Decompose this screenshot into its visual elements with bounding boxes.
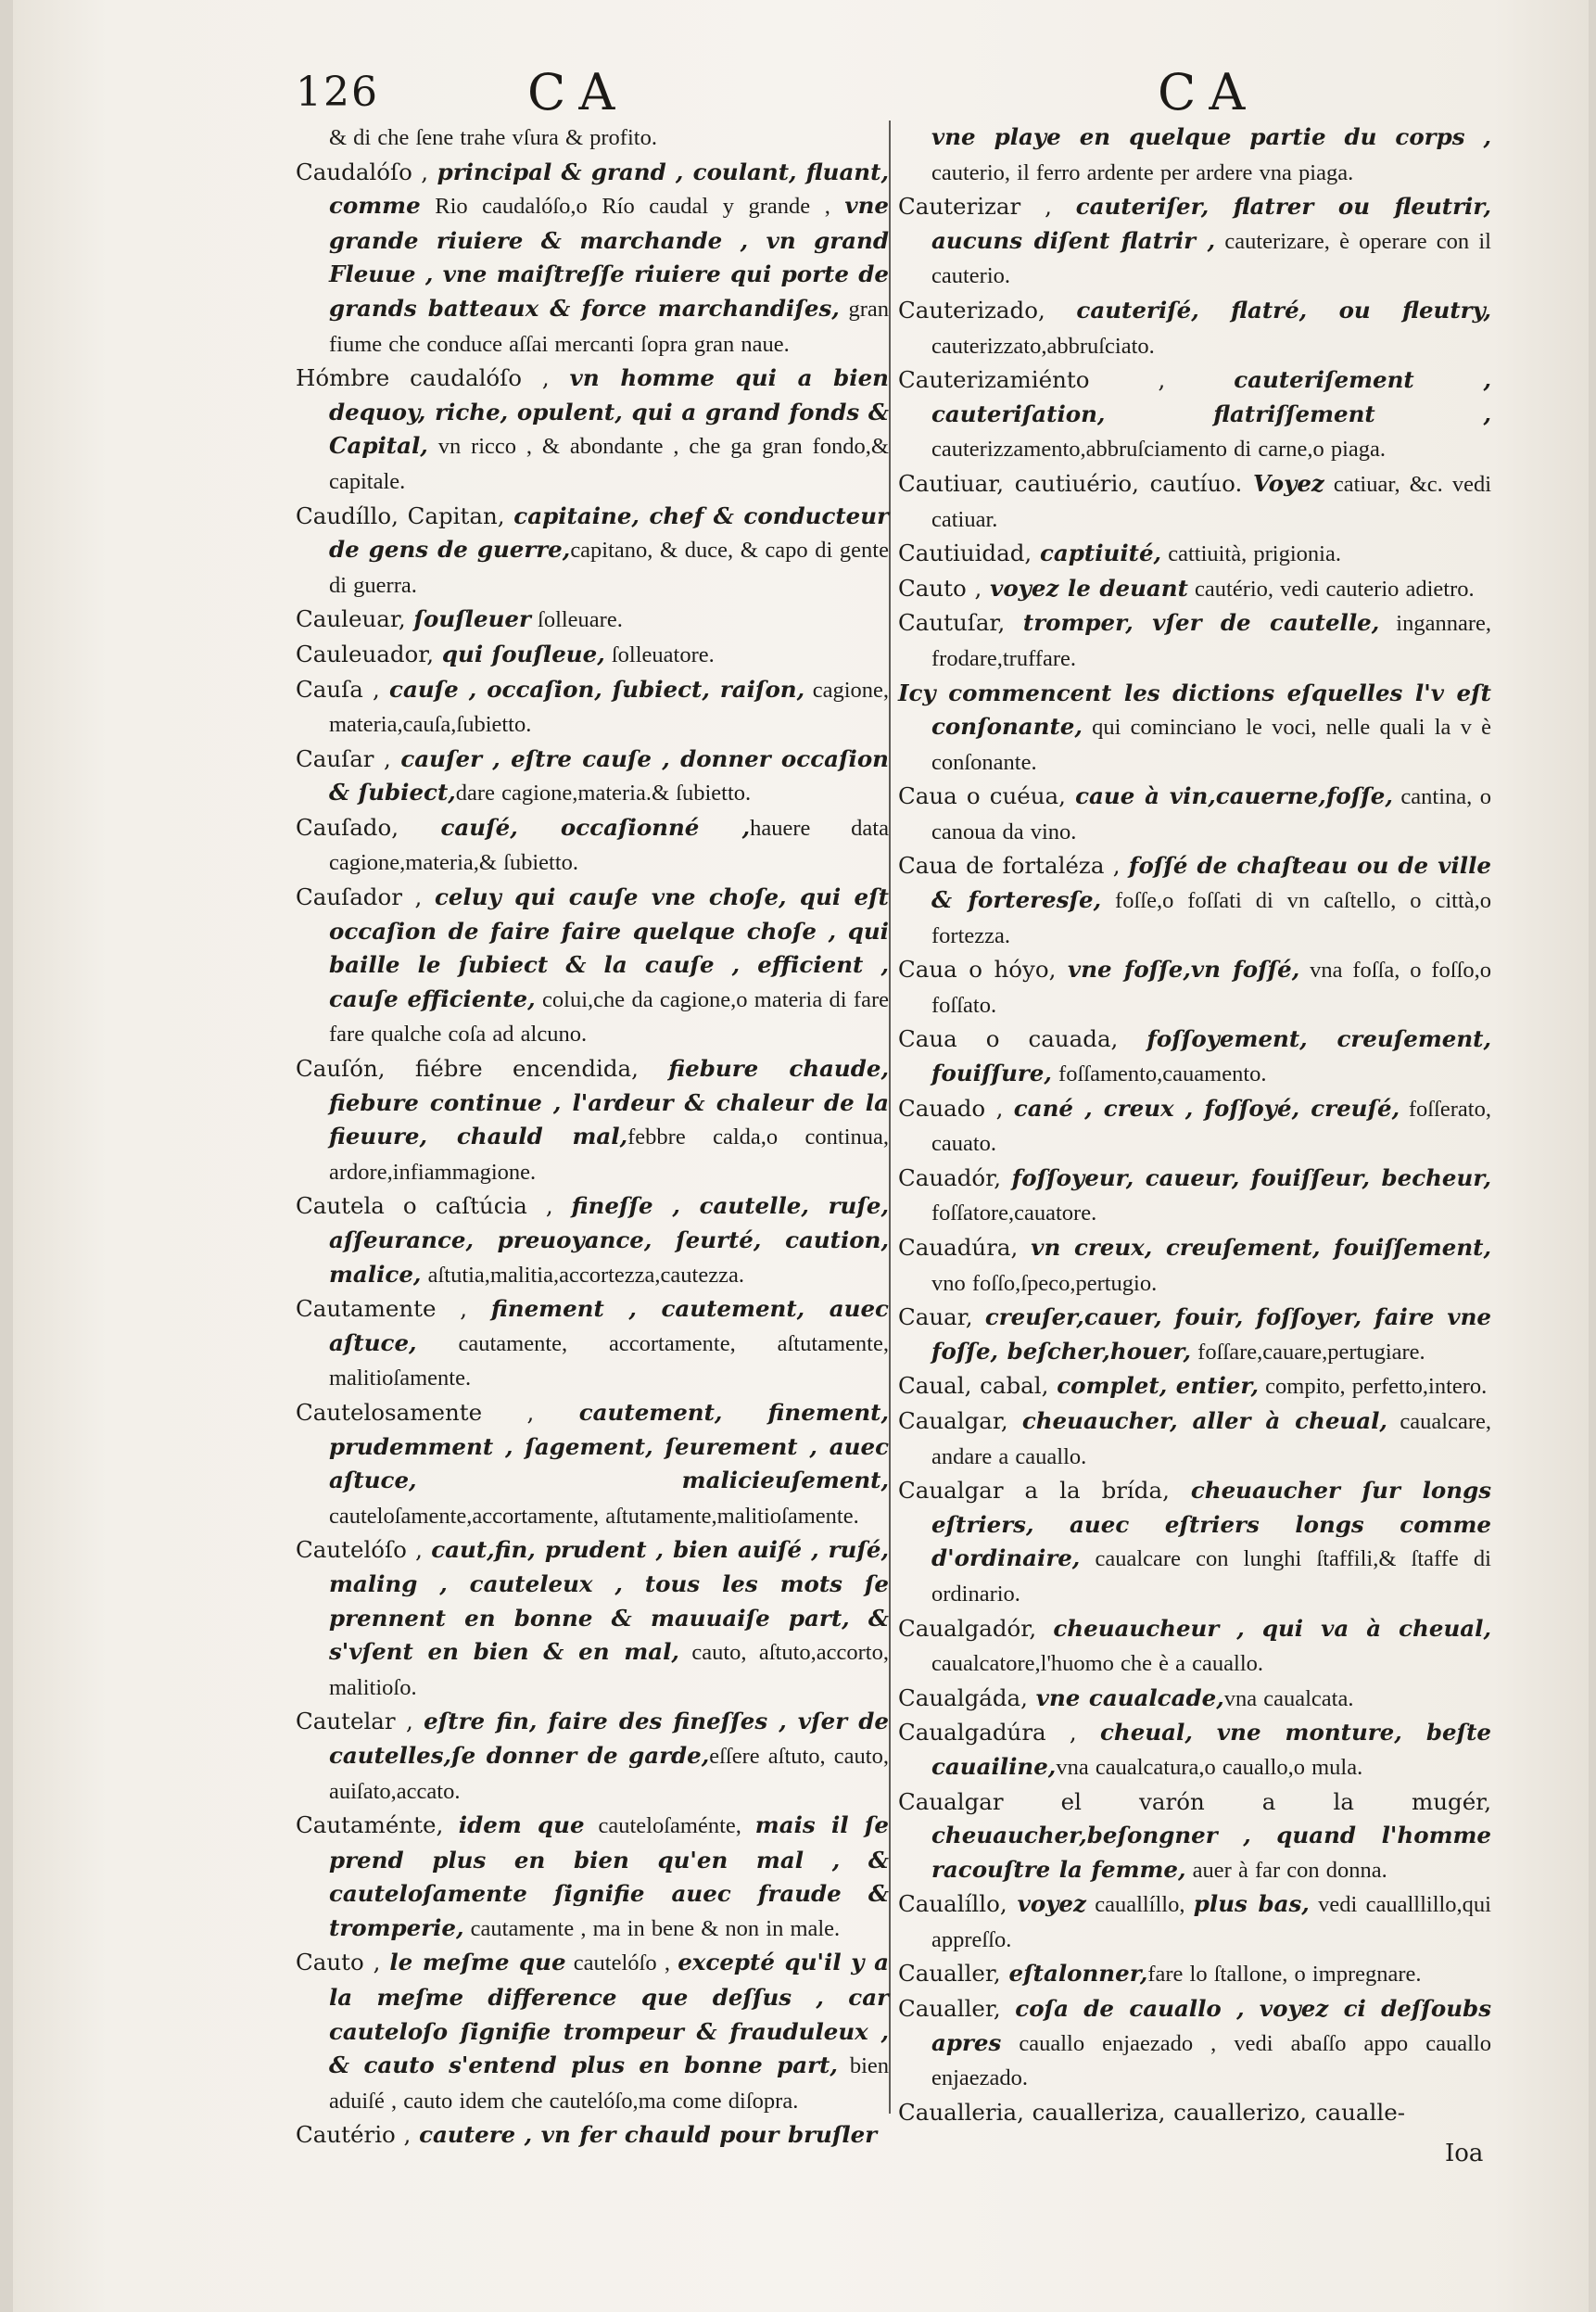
dictionary-entry	[898, 780, 1491, 849]
entry-french: excepté qu'il y a la meſme difference que deſſus , car cauteloſo ſignifie trompeur & frauduleux , & cauto s'entend plus en bonne part,	[329, 1949, 890, 2079]
entry-gloss: hauere data cagione,materia,& ſubietto.	[329, 815, 889, 876]
entry-french: cané , creux , foſſoyé, creuſé,	[1013, 1094, 1400, 1122]
dictionary-entry	[898, 1023, 1491, 1091]
entry-french: foſſé de chaſteau ou de ville & forteresſe,	[931, 852, 1491, 914]
entry-french: caut,fin, prudent , bien auiſé , ruſé, maling , cauteleux , tous les mots ſe prennent en bonne & mauuaiſe part, & s'vſent en bien & en mal,	[329, 1536, 889, 1666]
entry-french: coſa de cauallo , voyez ci deſſoubs apres	[931, 1995, 1491, 2056]
entry-french: cheuaucher,beſongner , quand l'homme racouſtre la femme,	[931, 1822, 1491, 1883]
entry-headword: Cauto ,	[898, 574, 991, 602]
entry-french: cheuaucher ſur longs eſtriers, auec eſtriers longs comme d'ordinaire,	[931, 1477, 1491, 1572]
entry-french: foſſoyeur, caueur, fouiſſeur, becheur,	[1011, 1163, 1491, 1191]
entry-gloss: gran fiume che conduce aſſai mercanti ſopra gran naue.	[329, 296, 889, 357]
entry-gloss: cantina, o canoua da vino.	[931, 784, 1491, 845]
entry-headword: Cauadór,	[898, 1163, 1012, 1191]
dictionary-entry	[296, 1052, 889, 1189]
entry-gloss: cautelóſo ,	[565, 1950, 678, 1976]
dictionary-entry	[296, 1705, 889, 1809]
entry-gloss: cauto, aſtuto,accorto, malitioſo.	[329, 1640, 889, 1700]
entry-headword: Cauſa ,	[296, 675, 390, 703]
dictionary-entry	[898, 1716, 1491, 1785]
entry-gloss: caualcare con lunghi ſtaffili,& ſtaffe di ordinario.	[931, 1546, 1491, 1607]
entry-gloss: capitano, & duce, & capo di gente di guerra.	[329, 538, 889, 598]
entry-gloss: cauterizare, è operare con il cauterio.	[931, 228, 1491, 289]
entry-headword: Cauterizar ,	[898, 193, 1076, 221]
entry-french: vne grande riuiere & marchande , vn grand Fleuue , vne maiſtreſſe riuiere qui porte de grands batteaux & force marchandiſes,	[329, 192, 889, 322]
dictionary-entry	[898, 606, 1491, 676]
entry-gloss: cauterizzato,abbruſciato.	[931, 333, 1155, 359]
entry-gloss: qui cominciano le voci, nelle quali la v è conſonante.	[931, 715, 1491, 775]
entry-headword: Cauſado,	[296, 813, 441, 841]
entry-headword: Caualler,	[898, 1995, 1016, 2023]
entry-headword: Caualgar el varón a la mugér,	[898, 1787, 1491, 1815]
dictionary-entry	[898, 677, 1491, 781]
entry-headword: Cauado ,	[898, 1094, 1014, 1122]
entry-french: Icy commencent les dictions eſquelles l'v eſt conſonante,	[898, 679, 1491, 741]
entry-gloss: cautamente , ma in bene & non in male.	[463, 1915, 841, 1941]
entry-gloss: cauteloſamente,accortamente, aſtutamente,malitioſamente.	[329, 1503, 859, 1529]
dictionary-entry	[898, 467, 1491, 537]
dictionary-entry	[296, 1946, 889, 2118]
entry-french: plus bas,	[1193, 1890, 1310, 1918]
entry-gloss: vna caualcata.	[1223, 1685, 1354, 1711]
dictionary-entry	[898, 1162, 1491, 1231]
entry-headword: Cautiuar, cautiuério, cautíuo.	[898, 469, 1253, 497]
dictionary-entry	[898, 1612, 1491, 1682]
entry-gloss: ſolleuatore.	[604, 642, 715, 667]
entry-headword: Cauſar ,	[296, 744, 401, 772]
entry-french: vne foſſe,vn foſſé,	[1067, 956, 1300, 984]
entry-gloss: vedi caualllillo,qui appreſſo.	[931, 1892, 1491, 1952]
entry-french: cauteriſement , cauteriſation, flatriſſement ,	[931, 366, 1491, 427]
dictionary-entry	[898, 1682, 1491, 1717]
dictionary-entry	[898, 2096, 1491, 2130]
page-number: 126	[296, 69, 379, 116]
dictionary-entry	[296, 811, 889, 881]
entry-gloss: catiuar, &c. vedi catiuar.	[931, 471, 1492, 532]
dictionary-entry	[898, 1992, 1491, 2096]
entry-gloss: eſſere aſtuto, cauto, auiſato,accato.	[329, 1743, 889, 1804]
entry-french: complet, entier,	[1057, 1372, 1260, 1400]
dictionary-entry	[296, 881, 889, 1052]
entry-gloss: ſolleuare.	[530, 607, 623, 633]
entry-headword: Caualgar a la brída,	[898, 1477, 1191, 1505]
dictionary-entry	[898, 1404, 1491, 1474]
entry-gloss: foſſamento,cauamento.	[1051, 1061, 1267, 1087]
entry-gloss: cautério, vedi cauterio adietro.	[1187, 576, 1475, 602]
entry-headword: Caua o cauada,	[898, 1025, 1147, 1053]
entry-headword: Caua o hóyo,	[898, 956, 1068, 984]
entry-french: idem que	[458, 1811, 585, 1839]
entry-gloss: cagione, materia,cauſa,ſubietto.	[329, 677, 890, 738]
entry-french: fineſſe , cautelle, ruſe, aſſeurance, preuoyance, ſeurté, caution, malice,	[329, 1192, 889, 1288]
entry-gloss: foſſatore,cauatore.	[931, 1200, 1097, 1226]
entry-gloss: colui,che da cagione,o materia di fare fare qualche coſa ad alcuno.	[329, 986, 889, 1048]
entry-headword: Cautela o caſtúcia ,	[296, 1192, 572, 1220]
entry-french: cheuaucher, aller à cheual,	[1021, 1406, 1387, 1434]
entry-gloss: vno foſſo,ſpeco,pertugio.	[931, 1270, 1158, 1296]
dictionary-entry	[898, 1474, 1491, 1611]
entry-french: cautement, finement, prudemment , ſagement, ſeurement , auec aſtuce, malicieuſement,	[329, 1398, 890, 1494]
entry-french: cauteriſer, flatrer ou fleutrir, aucuns diſent flatrir ,	[931, 193, 1491, 254]
entry-gloss: Rio caudalóſo,o Río caudal y grande ,	[420, 194, 845, 220]
entry-headword: Cauto ,	[296, 1949, 390, 1976]
entry-french: qui ſouſleue,	[441, 640, 605, 667]
entry-headword: Caualgadór,	[898, 1614, 1054, 1642]
entry-headword: Cautelar ,	[296, 1708, 424, 1735]
dictionary-entry	[898, 572, 1491, 607]
entry-headword: Cauadúra,	[898, 1234, 1032, 1261]
dictionary-entry	[296, 1189, 889, 1292]
left-column	[296, 121, 889, 2153]
dictionary-entry	[296, 1809, 889, 1946]
entry-gloss: cauterio, il ferro ardente per ardere vna piaga.	[931, 159, 1354, 185]
dictionary-entry	[296, 743, 889, 811]
entry-french: cauſé, occaſionné ,	[440, 813, 751, 841]
entry-gloss: fare lo ſtallone, o impregnare.	[1147, 1962, 1422, 1988]
entry-gloss: vna foſſa, o foſſo,o foſſato.	[931, 958, 1492, 1018]
entry-headword: Cautério ,	[296, 2121, 420, 2149]
dictionary-entry	[296, 673, 889, 743]
entry-french: vne playe en quelque partie du corps ,	[931, 123, 1491, 150]
entry-gloss: vn ricco , & abondante , che ga gran fondo,& capitale.	[329, 434, 889, 494]
entry-gloss: foſſe,o foſſati di vn caſtello, o città,o fortezza.	[931, 888, 1492, 948]
entry-headword: Caudíllo, Capitan,	[296, 502, 514, 529]
entry-headword: Caualíllo,	[898, 1890, 1018, 1918]
entry-french: mais il ſe prend plus en bien qu'en mal , & cauteloſamente ſignifie auec fraude & tromperie,	[329, 1811, 890, 1941]
entry-french: cauteriſé, flatré, ou fleutry,	[1076, 296, 1491, 324]
dictionary-entry	[296, 1533, 889, 1705]
entry-headword: Caua de fortaléza ,	[898, 852, 1129, 880]
entry-french: voyez le deuant	[990, 574, 1188, 602]
entry-headword: Cauar,	[898, 1303, 985, 1331]
entry-headword: Cautuſar,	[898, 609, 1023, 637]
entry-french: creuſer,cauer, fouir, foſſoyer, faire vne foſſe, beſcher,houer,	[931, 1303, 1491, 1365]
dictionary-entry	[296, 156, 889, 362]
entry-gloss: dare cagione,materia.& ſubietto.	[455, 781, 752, 807]
entry-gloss: cauteloſaménte,	[584, 1813, 755, 1839]
dictionary-entry	[898, 1369, 1491, 1404]
entry-headword: Cauſador ,	[296, 883, 435, 911]
entry-french: finement , cautement, auec aſtuce,	[329, 1295, 889, 1356]
entry-gloss: bien aduiſé , cauto idem che cautelóſo,ma come diſopra.	[329, 2053, 889, 2114]
entry-french: cauſer , eſtre cauſe , donner occaſion & ſubiect,	[329, 744, 889, 807]
entry-headword: Cautelosamente ,	[296, 1398, 579, 1426]
entry-headword: Caualgáda,	[898, 1683, 1036, 1711]
entry-gloss: cauallo enjaezado , vedi abaſſo appo cauallo enjaezado.	[931, 2030, 1491, 2091]
header-left-letters: CA	[527, 63, 628, 121]
entry-gloss: cauallíllo,	[1085, 1892, 1194, 1918]
entry-gloss: vna caualcatura,o cauallo,o mula.	[1056, 1754, 1363, 1780]
entry-gloss: caualcatore,l'huomo che è a cauallo.	[931, 1651, 1264, 1677]
entry-gloss: auer à far con donna.	[1185, 1857, 1387, 1883]
dictionary-entry	[898, 953, 1491, 1023]
entry-french: capitaine, chef & conducteur de gens de guerre,	[329, 502, 889, 564]
entry-gloss: cautamente, accortamente, aſtutamente, malitioſamente.	[329, 1330, 889, 1391]
entry-headword: Cautiuidad,	[898, 540, 1040, 567]
entry-gloss: febbre calda,o continua, ardore,infiammagione.	[329, 1124, 889, 1185]
dictionary-entry	[296, 638, 889, 673]
entry-headword: Cauterizamiénto ,	[898, 366, 1235, 394]
entry-french: vne caualcade,	[1035, 1683, 1224, 1711]
entry-headword: Cauleuador,	[296, 640, 442, 667]
entry-headword: Cautaménte,	[296, 1811, 459, 1839]
entry-headword: Cautamente ,	[296, 1295, 491, 1323]
entry-headword: Caual, cabal,	[898, 1372, 1058, 1400]
entry-headword: Caualgadúra ,	[898, 1719, 1101, 1747]
entry-french: voyez	[1017, 1890, 1086, 1918]
entry-gloss: cattiuità, prigionia.	[1161, 541, 1341, 567]
entry-french: cheuaucheur , qui va à cheual,	[1053, 1614, 1491, 1642]
entry-french: fiebure chaude, fiebure continue , l'ardeur & chaleur de la fieuure, chauld mal,	[329, 1055, 889, 1150]
entry-french: eſtre fin, faire des fineſſes , vſer de cautelles,ſe donner de garde,	[329, 1708, 889, 1769]
entry-french: celuy qui cauſe vne choſe, qui eſt occaſion de faire faire quelque choſe , qui baille le ſubiect & la cauſe , efficient , cauſe efficiente,	[329, 883, 889, 1012]
entry-headword: Caua o cuéua,	[898, 782, 1076, 810]
entry-french: cheual, vne monture, beſte cauailine,	[931, 1719, 1491, 1780]
entry-french: captiuité,	[1039, 540, 1162, 567]
entry-french: ſouſleuer	[413, 605, 531, 633]
dictionary-entry	[898, 363, 1491, 467]
dictionary-entry	[898, 190, 1491, 294]
dictionary-entry	[898, 1887, 1491, 1957]
entry-headword: Caualgar,	[898, 1406, 1022, 1434]
dictionary-entry	[296, 603, 889, 638]
dictionary-entry	[296, 362, 889, 499]
entry-french: cautere , vn fer chauld pour bruſler	[419, 2121, 878, 2149]
entry-headword: Cautelóſo ,	[296, 1536, 432, 1564]
dictionary-entry	[296, 500, 889, 603]
dictionary-entry	[898, 1301, 1491, 1369]
entry-headword: Caualleria, caualleriza, cauallerizo, caualle-	[898, 2098, 1405, 2126]
header-right-letters: CA	[1158, 63, 1259, 121]
dictionary-entry	[898, 1957, 1491, 1992]
dictionary-entry	[296, 2118, 889, 2153]
entry-headword: Cauſón, fiébre encendida,	[296, 1055, 669, 1083]
entry-gloss: cauterizzamento,abbruſciamento di carne,o piaga.	[931, 437, 1387, 463]
right-column	[898, 121, 1491, 2129]
entry-gloss: & di che ſene trahe vſura & profito.	[329, 125, 657, 150]
dictionary-entry	[898, 849, 1491, 953]
entry-headword: Hómbre caudalóſo ,	[296, 364, 570, 392]
dictionary-entry	[898, 121, 1491, 190]
entry-gloss: caualcare, andare a cauallo.	[931, 1408, 1491, 1469]
entry-gloss: ingannare, frodare,truffare.	[931, 611, 1492, 671]
entry-french: vn homme qui a bien dequoy, riche, opulent, qui a grand fonds & Capital,	[329, 364, 889, 460]
column-divider	[889, 121, 891, 2114]
entry-headword: Cauleuar,	[296, 605, 414, 633]
entry-french: principal & grand , coulant, fluant, comme	[329, 158, 889, 220]
dictionary-entry	[898, 294, 1491, 363]
entry-french: le meſme que	[389, 1949, 566, 1976]
entry-french: Voyez	[1252, 469, 1324, 497]
dictionary-entry	[296, 121, 889, 156]
entry-french: eſtalonner,	[1008, 1960, 1148, 1988]
entry-headword: Cauterizado,	[898, 296, 1077, 324]
dictionary-entry	[898, 1092, 1491, 1162]
entry-french: vn creux, creuſement, fouiſſement,	[1031, 1234, 1491, 1261]
entry-headword: Caualler,	[898, 1960, 1009, 1988]
entry-french: caue à vin,cauerne,foſſe,	[1075, 782, 1393, 810]
catchword: Ioa	[1445, 2140, 1484, 2167]
entry-gloss: foſſare,cauare,pertugiare.	[1191, 1339, 1425, 1365]
dictionary-page	[13, 0, 1589, 2312]
entry-gloss: compito, perfetto,intero.	[1259, 1374, 1488, 1400]
dictionary-entry	[296, 1396, 889, 1533]
entry-headword: Caudalóſo ,	[296, 158, 437, 185]
dictionary-entry	[898, 1231, 1491, 1301]
entry-french: tromper, vſer de cautelle,	[1022, 609, 1380, 637]
dictionary-entry	[296, 1292, 889, 1396]
dictionary-entry	[898, 1785, 1491, 1888]
entry-french: cauſe , occaſion, ſubiect, raiſon,	[389, 675, 805, 703]
entry-french: foſſoyement, creuſement, fouiſſure,	[931, 1025, 1491, 1087]
entry-gloss: foſſerato, cauato.	[931, 1096, 1491, 1157]
dictionary-entry	[898, 537, 1491, 572]
entry-gloss: aſtutia,malitia,accortezza,cautezza.	[421, 1262, 744, 1288]
